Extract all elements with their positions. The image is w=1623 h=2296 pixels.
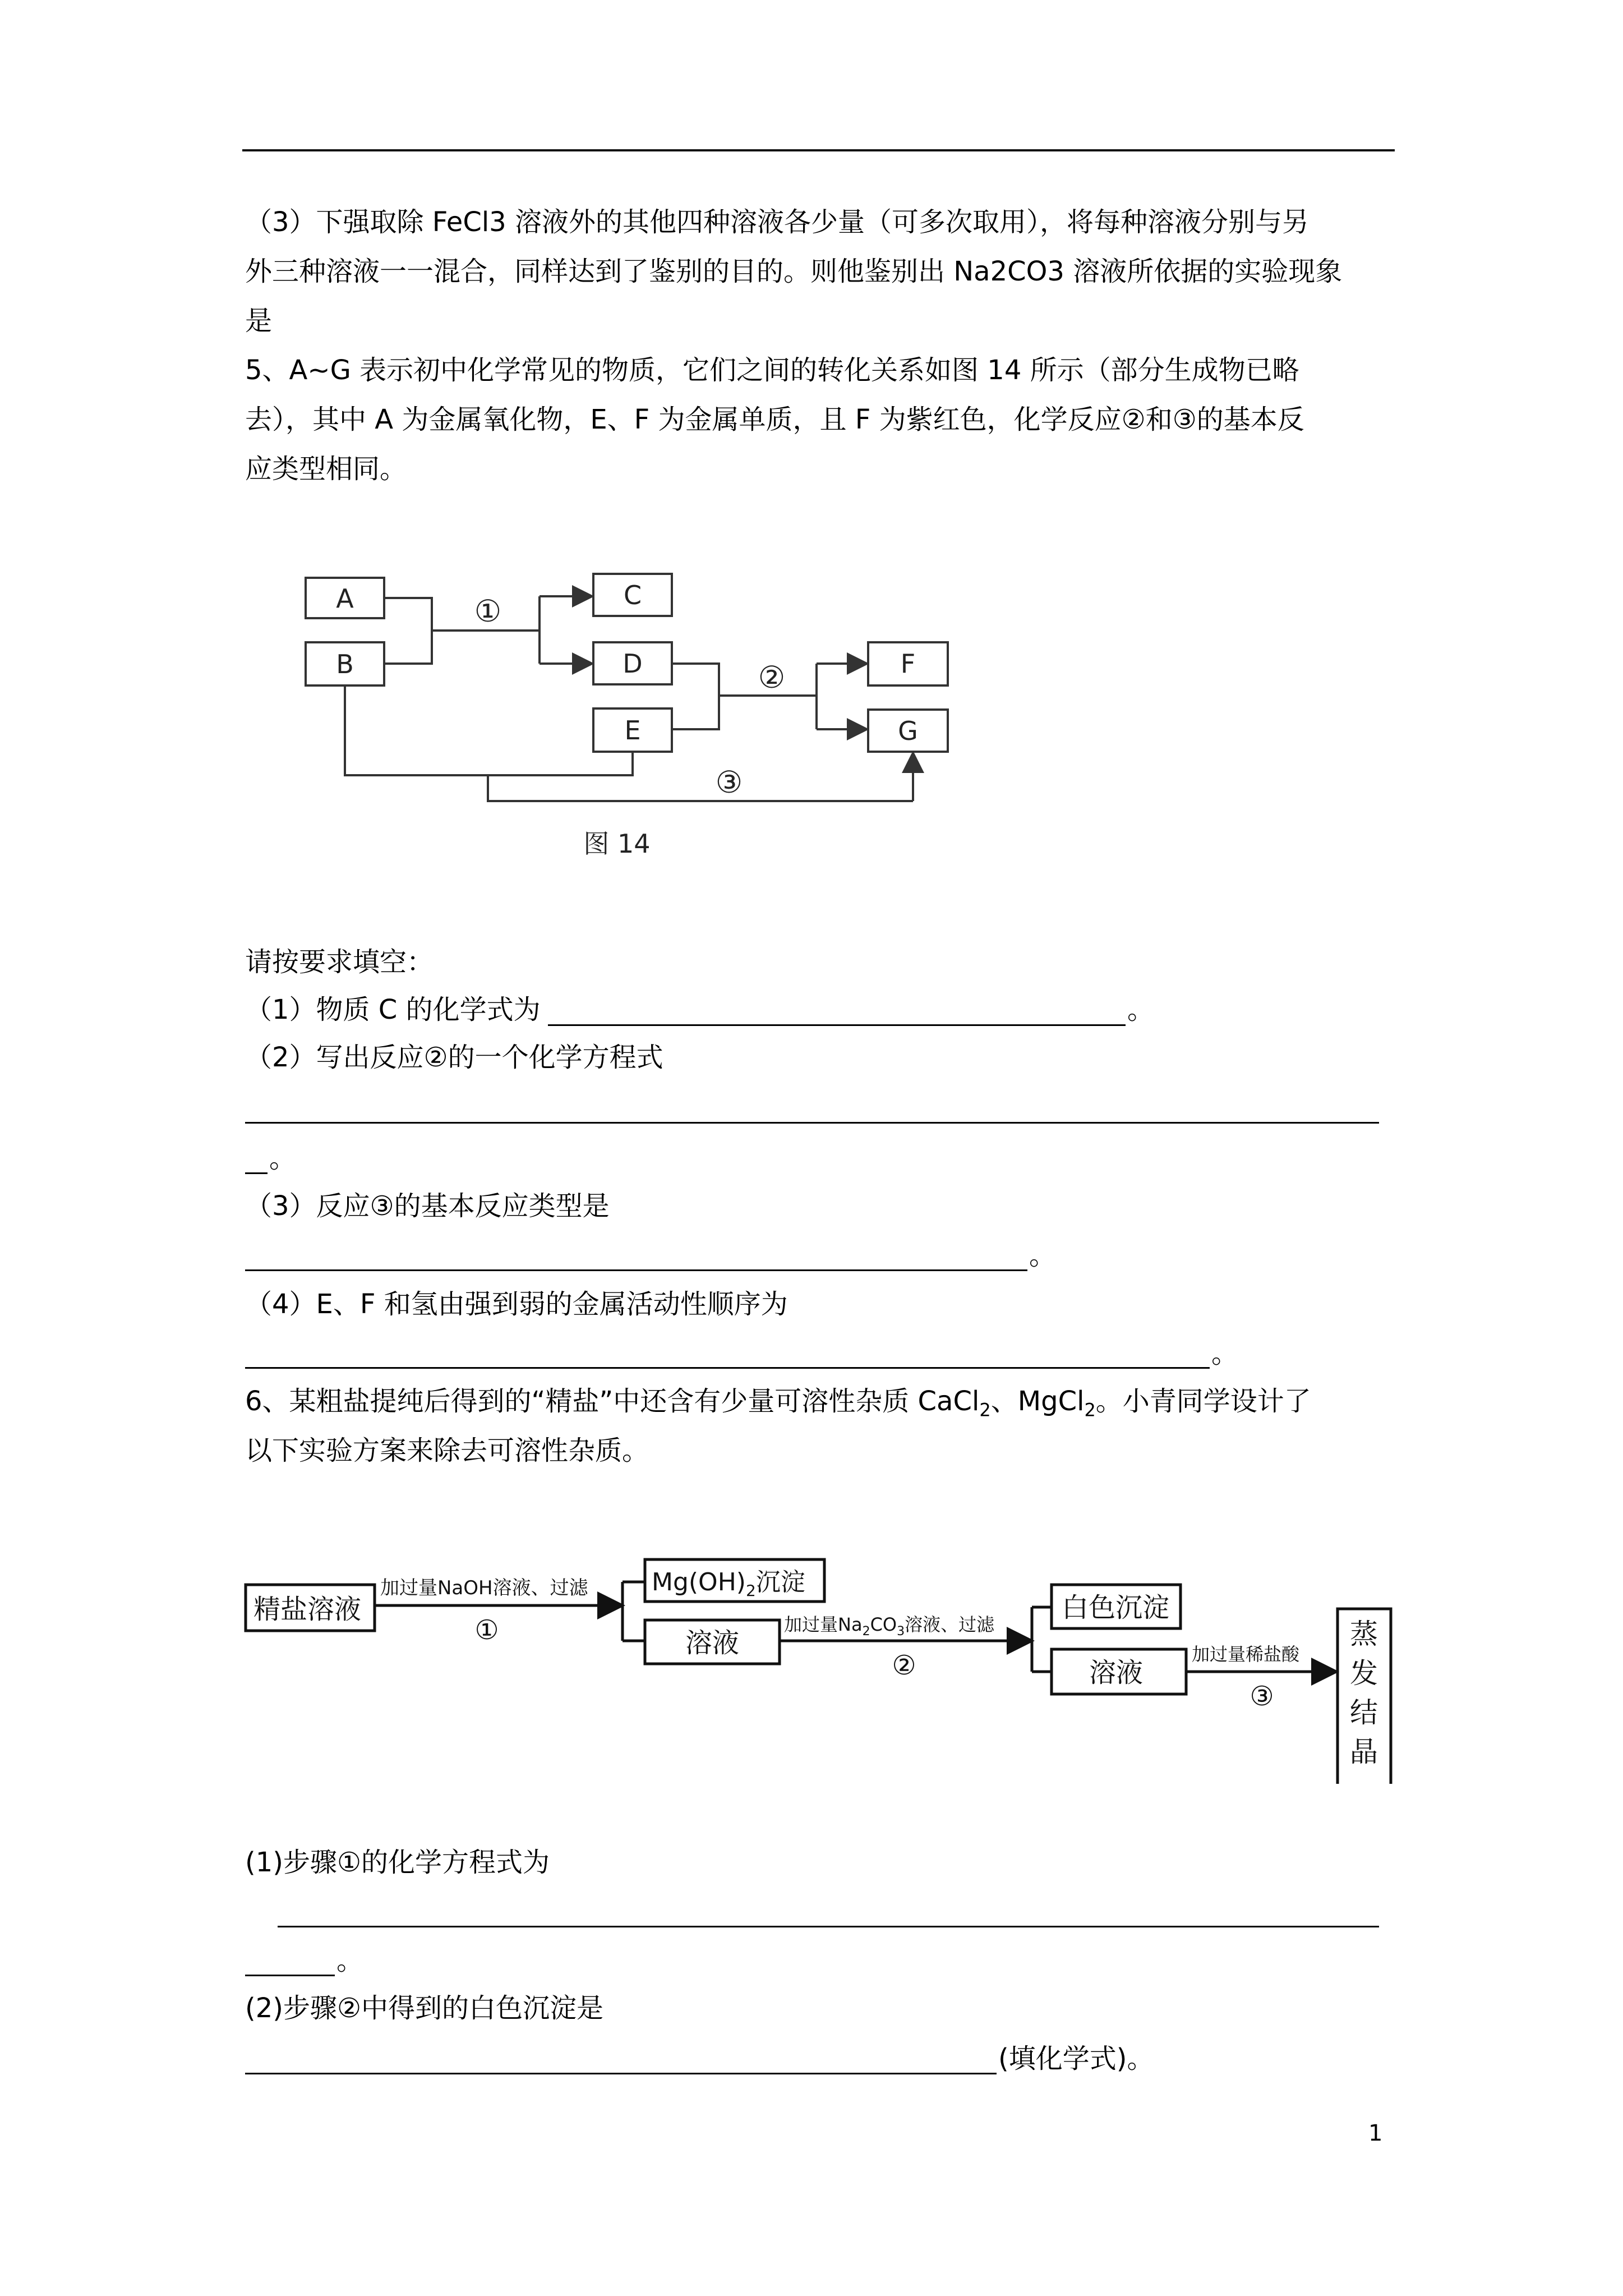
flow-step1-label: 加过量NaOH溶液、过滤	[380, 1577, 588, 1599]
q5-sub1-end: 。	[1127, 994, 1155, 1025]
flow-sol1-box: 溶液	[685, 1627, 740, 1659]
q5-stem-line1: 5、A~G 表示初中化学常见的物质，它们之间的转化关系如图 14 所示（部分生成物已略	[245, 355, 1299, 386]
q6-sub1-answer-blank[interactable]	[278, 1926, 1379, 1927]
flow-end-char-1: 蒸	[1350, 1618, 1378, 1650]
box-a-label: A	[336, 583, 354, 614]
q6-stem-line1	[245, 1384, 1311, 1427]
flow-step2-label	[784, 1614, 995, 1639]
flow-step2-num: ②	[892, 1650, 916, 1681]
reaction-1-marker: ①	[474, 593, 502, 629]
q6-sub1-text: (1)步骤①的化学方程式为	[245, 1847, 550, 1878]
q5-sub2-end: 。	[269, 1143, 297, 1174]
flow-step2-label-sub2: 3	[897, 1625, 905, 1639]
q5-sub2-text: （2）写出反应②的一个化学方程式	[245, 1042, 663, 1073]
flow-step3-num: ③	[1249, 1681, 1274, 1712]
reaction-3-marker: ③	[715, 765, 743, 800]
q5-prompt: 请按要求填空：	[245, 946, 434, 978]
reaction-2-marker: ②	[758, 660, 786, 695]
q6-stem-sub-cacl2: 2	[979, 1399, 991, 1421]
q5-sub4-answer-blank[interactable]	[245, 1367, 1210, 1369]
flow-start-box: 精盐溶液	[253, 1594, 362, 1625]
box-b-label: B	[336, 649, 354, 679]
flow-end-char-4: 晶	[1350, 1736, 1378, 1768]
figure-14-diagram	[0, 0, 1623, 898]
q5-stem-line3: 应类型相同。	[245, 453, 407, 485]
box-e-label: E	[624, 715, 641, 746]
flow-step2-label-c: 溶液、过滤	[905, 1614, 995, 1635]
q5-sub2-answer-blank[interactable]	[245, 1122, 1379, 1124]
flow-ppt1-sub: 2	[745, 1581, 756, 1600]
q6-sub2-end: (填化学式)。	[998, 2043, 1154, 2074]
q5-sub4-end: 。	[1211, 1338, 1239, 1369]
flow-ppt2-box: 白色沉淀	[1062, 1592, 1170, 1623]
q5-sub4-text: （4）E、F 和氢由强到弱的金属活动性顺序为	[245, 1289, 788, 1320]
q6-sub2-answer-blank[interactable]	[245, 2073, 997, 2074]
flow-step3-label: 加过量稀盐酸	[1192, 1644, 1300, 1665]
q4-part3-line2: 外三种溶液一一混合，同样达到了鉴别的目的。则他鉴别出 Na2CO3 溶液所依据的实验现象	[245, 256, 1343, 287]
flow-step2-label-sub1: 2	[862, 1625, 870, 1639]
box-c-label: C	[623, 580, 642, 610]
q5-sub2-answer-blank-cont[interactable]	[245, 1172, 268, 1174]
q5-stem-line2: 去），其中 A 为金属氧化物，E、F 为金属单质，且 F 为紫红色，化学反应②和③的基本反	[245, 404, 1304, 435]
q6-stem-sub-mgcl2: 2	[1084, 1399, 1096, 1421]
figure-14-caption: 图 14	[583, 829, 651, 859]
flow-step1-num: ①	[474, 1614, 499, 1646]
q6-stem-line2: 以下实验方案来除去可溶性杂质。	[245, 1435, 649, 1466]
q5-sub3-answer-blank[interactable]	[245, 1269, 1027, 1271]
flow-ppt1-box	[652, 1568, 805, 1600]
q6-stem-part-a: 6、某粗盐提纯后得到的“精盐”中还含有少量可溶性杂质 CaCl	[245, 1386, 980, 1417]
flow-ppt1-tail: 沉淀	[755, 1568, 805, 1596]
q6-sub1-end: 。	[336, 1945, 364, 1976]
q6-sub2-text: (2)步骤②中得到的白色沉淀是	[245, 1993, 604, 2024]
q5-sub3-end: 。	[1029, 1240, 1057, 1271]
flow-sol2-box: 溶液	[1089, 1657, 1144, 1688]
q5-sub1-answer-blank[interactable]	[548, 1024, 1126, 1026]
flow-step2-label-a: 加过量Na	[784, 1614, 863, 1635]
flow-end-char-3: 结	[1350, 1696, 1378, 1729]
flow-end-char-2: 发	[1350, 1657, 1378, 1690]
box-d-label: D	[623, 648, 643, 679]
box-f-label: F	[900, 648, 916, 679]
q6-stem-part-b: 、MgCl	[990, 1386, 1085, 1417]
q4-part3-line1: （3）下强取除 FeCl3 溶液外的其他四种溶液各少量（可多次取用），将每种溶液分别与另	[245, 206, 1309, 238]
flow-ppt1-main: Mg(OH)	[652, 1568, 746, 1596]
flow-step2-label-b: CO	[870, 1614, 897, 1635]
q6-sub1-answer-blank-cont[interactable]	[245, 1975, 335, 1976]
q4-part3-line3: 是	[245, 305, 273, 337]
q6-stem-part-c: 。小青同学设计了	[1095, 1386, 1311, 1417]
salt-purification-flowchart	[0, 1515, 1623, 1784]
page-number: 1	[1368, 2120, 1383, 2146]
q5-sub3-text: （3）反应③的基本反应类型是	[245, 1190, 610, 1222]
q5-sub1-text: （1）物质 C 的化学式为	[245, 994, 541, 1025]
box-g-label: G	[898, 716, 918, 746]
